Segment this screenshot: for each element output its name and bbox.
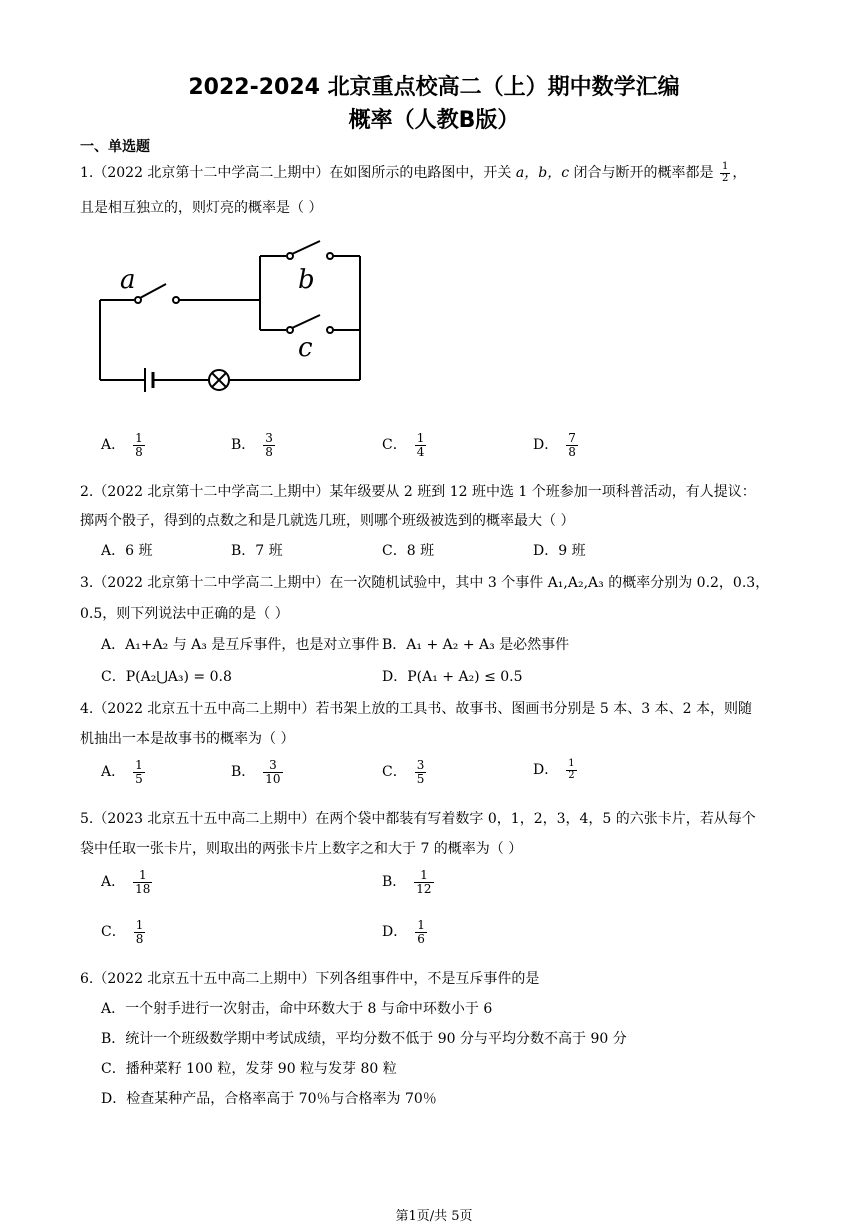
switch-a-label: a: [120, 265, 136, 295]
q4-option-b: B． $\frac{3}{10}$: [231, 758, 281, 786]
switch-a-lever: [140, 284, 166, 298]
section-heading: 一、单选题: [80, 139, 150, 155]
document-title-line2: 概率（人教B版）: [348, 108, 520, 133]
document-title-line1: 2022-2024 北京重点校高二（上）期中数学汇编: [188, 75, 680, 100]
q5-line1: 5.（2023 北京五十五中高二上期中）在两个袋中都装有写着数字 0，1，2，3，4，5 的六张卡片，若从每个: [80, 811, 756, 827]
switch-c-lever: [292, 315, 320, 328]
q1-fraction: $\frac{1}{2}$: [721, 161, 729, 184]
q1-option-b: B． $\frac{3}{8}$: [231, 431, 273, 459]
q6-line1: 6.（2022 北京五十五中高二上期中）下列各组事件中，不是互斥事件的是: [80, 971, 540, 987]
q4-line1: 4.（2022 北京五十五中高二上期中）若书架上放的工具书、故事书、图画书分别是 5 本、3 本、2 本，则随: [80, 701, 752, 717]
q1-line2: 且是相互独立的，则灯亮的概率是（ ）: [80, 200, 323, 216]
q2-option-b: B．7 班: [231, 543, 283, 559]
q6-option-a: A．一个射手进行一次射击，命中环数大于 8 与命中环数小于 6: [101, 1001, 493, 1017]
q2-option-d: D．9 班: [533, 543, 586, 559]
q1-line1: 1.（2022 北京第十二中学高二上期中）在如图所示的电路图中，开关 a，b，c 闭合与断开的概率都是 $\frac{1}{2}$ ，: [80, 161, 747, 184]
q3-line1: 3.（2022 北京第十二中学高二上期中）在一次随机试验中，其中 3 个事件 A₁,A₂,A₃ 的概率分别为 0.2，0.3，: [80, 575, 770, 591]
q1-option-d: D． $\frac{7}{8}$: [533, 431, 576, 459]
q3-line2: 0.5，则下列说法中正确的是（ ）: [80, 606, 289, 622]
q3-option-b: B．A₁ + A₂ + A₃ 是必然事件: [382, 637, 570, 653]
switch-b-lever: [292, 241, 320, 254]
switch-c-label: c: [298, 333, 313, 363]
page-footer: 第1页/共 5页: [395, 1209, 473, 1224]
q5-option-b: B． $\frac{1}{12}$: [382, 868, 432, 896]
q5-option-d: D． $\frac{1}{6}$: [382, 918, 425, 946]
q6-option-c: C．播种菜籽 100 粒，发芽 90 粒与发芽 80 粒: [101, 1061, 397, 1077]
q4-option-a: A． $\frac{1}{5}$: [101, 758, 143, 786]
q4-option-c: C． $\frac{3}{5}$: [382, 758, 425, 786]
circuit-diagram: [90, 236, 380, 406]
q4-option-d: D． $\frac{1}{2}$: [533, 758, 575, 781]
q5-option-a: A． $\frac{1}{18}$: [101, 868, 151, 896]
q1-option-a: A． $\frac{1}{8}$: [101, 431, 143, 459]
q3-option-d: D．P(A₁ + A₂) ≤ 0.5: [382, 669, 523, 685]
q5-line2: 袋中任取一张卡片，则取出的两张卡片上数字之和大于 7 的概率为（ ）: [80, 841, 523, 857]
q5-option-c: C． $\frac{1}{8}$: [101, 918, 144, 946]
q2-line2: 掷两个骰子，得到的点数之和是几就选几班，则哪个班级被选到的概率最大（ ）: [80, 513, 575, 529]
q2-line1: 2.（2022 北京第十二中学高二上期中）某年级要从 2 班到 12 班中选 1 个班参加一项科普活动，有人提议：: [80, 484, 756, 500]
switch-b-label: b: [298, 265, 315, 295]
q1-option-c: C． $\frac{1}{4}$: [382, 431, 425, 459]
q6-option-d: D．检查某种产品，合格率高于 70％与合格率为 70％: [101, 1091, 437, 1107]
q6-option-b: B．统计一个班级数学期中考试成绩，平均分数不低于 90 分与平均分数不高于 90 分: [101, 1031, 627, 1047]
q1-vars: a，b，c: [515, 165, 570, 181]
q3-option-a: A．A₁+A₂ 与 A₃ 是互斥事件，也是对立事件: [101, 637, 380, 653]
q4-line2: 机抽出一本是故事书的概率为（ ）: [80, 731, 295, 747]
q2-option-c: C．8 班: [382, 543, 435, 559]
q2-option-a: A．6 班: [101, 543, 153, 559]
q3-option-c: C．P(A₂⋃A₃) = 0.8: [101, 669, 232, 685]
